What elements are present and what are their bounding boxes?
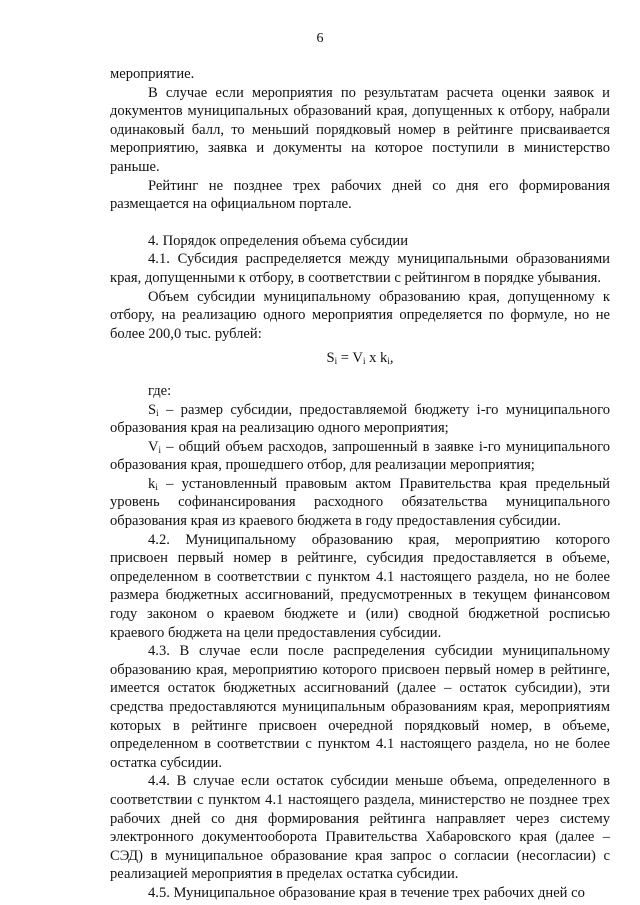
paragraph: Объем субсидии муниципальному образованию края, допущенному к отбору, на реализацию одного мероприятия определяется по формуле, но не более 200,0 тыс. рублей: <box>110 288 610 342</box>
paragraph: Рейтинг не позднее трех рабочих дней со дня его формирования размещается на официальном портале. <box>110 177 610 213</box>
definition-s: $S_i$ – размер субсидии, предоставляемой бюджету i-го муниципального образования края на реализацию одного мероприятия; <box>110 401 610 437</box>
section-heading: 4. Порядок определения объема субсидии <box>148 232 409 249</box>
paragraph: мероприятие. <box>110 66 195 82</box>
paragraph: 4.3. В случае если после распределения субсидии муниципальному образованию края, мероприятию которого присвоен первый номер в рейтинге, имеется остаток бюджетных ассигнований (далее – остаток субсидии), эти средства предоставляются муниципальным образованиям края, мероприятиям которых в рейтинге присвоен очередной порядковый номер, в объеме, определенном в соответствии с пунктом 4.1 настоящего раздела, но не более остатка субсидии. <box>110 643 610 771</box>
definition-k: $k_i$ – установленный правовым актом Правительства края предельный уровень софинансирования расходного обязательства муниципального образования края из краевого бюджета в году предоставления субсидии. <box>110 475 610 530</box>
paragraph: В случае если мероприятия по результатам расчета оценки заявок и документов муниципальных образований края, допущенных к отбору, набрали одинаковый балл, то меньший порядковый номер в рейтинге присваивается мероприятию, заявка и документы на которое поступили в министерство раньше. <box>110 84 610 175</box>
formula: $S_i = V_i$ x $k_i$, <box>326 350 394 367</box>
paragraph: 4.1. Субсидия распределяется между муниципальными образованиями края, допущенными к отбору, в соответствии с рейтингом в порядке убывания. <box>110 251 610 286</box>
page-number: 6 <box>316 31 324 46</box>
where-label: где: <box>148 382 172 399</box>
paragraph: 4.2. Муниципальному образованию края, мероприятию которого присвоен первый номер в рейтинге, субсидия предоставляется в объеме, определенном в соответствии с пунктом 4.1 настоящего раздела, но не более размера бюджетных ассигнований, предусмотренных в текущем финансовом году законом о краевом бюджете и (или) сводной бюджетной росписью краевого бюджета на цели предоставления субсидии. <box>110 531 610 641</box>
document-body <box>110 65 610 903</box>
definition-v: $V_i$ – общий объем расходов, запрошенный в заявке i-го муниципального образования края, прошедшего отбор, для реализации мероприятия; <box>110 438 610 474</box>
paragraph: 4.5. Муниципальное образование края в течение трех рабочих дней со <box>148 884 585 901</box>
paragraph: 4.4. В случае если остаток субсидии меньше объема, определенного в соответствии с пунктом 4.1 настоящего раздела, министерство не позднее трех рабочих дней со дня формирования рейтинга направляет через систему электронного документооборота Правительства Хабаровского края (далее – СЭД) в муниципальное образование края запрос о согласии (несогласии) с реализацией мероприятия в пределах остатка субсидии. <box>110 773 610 883</box>
